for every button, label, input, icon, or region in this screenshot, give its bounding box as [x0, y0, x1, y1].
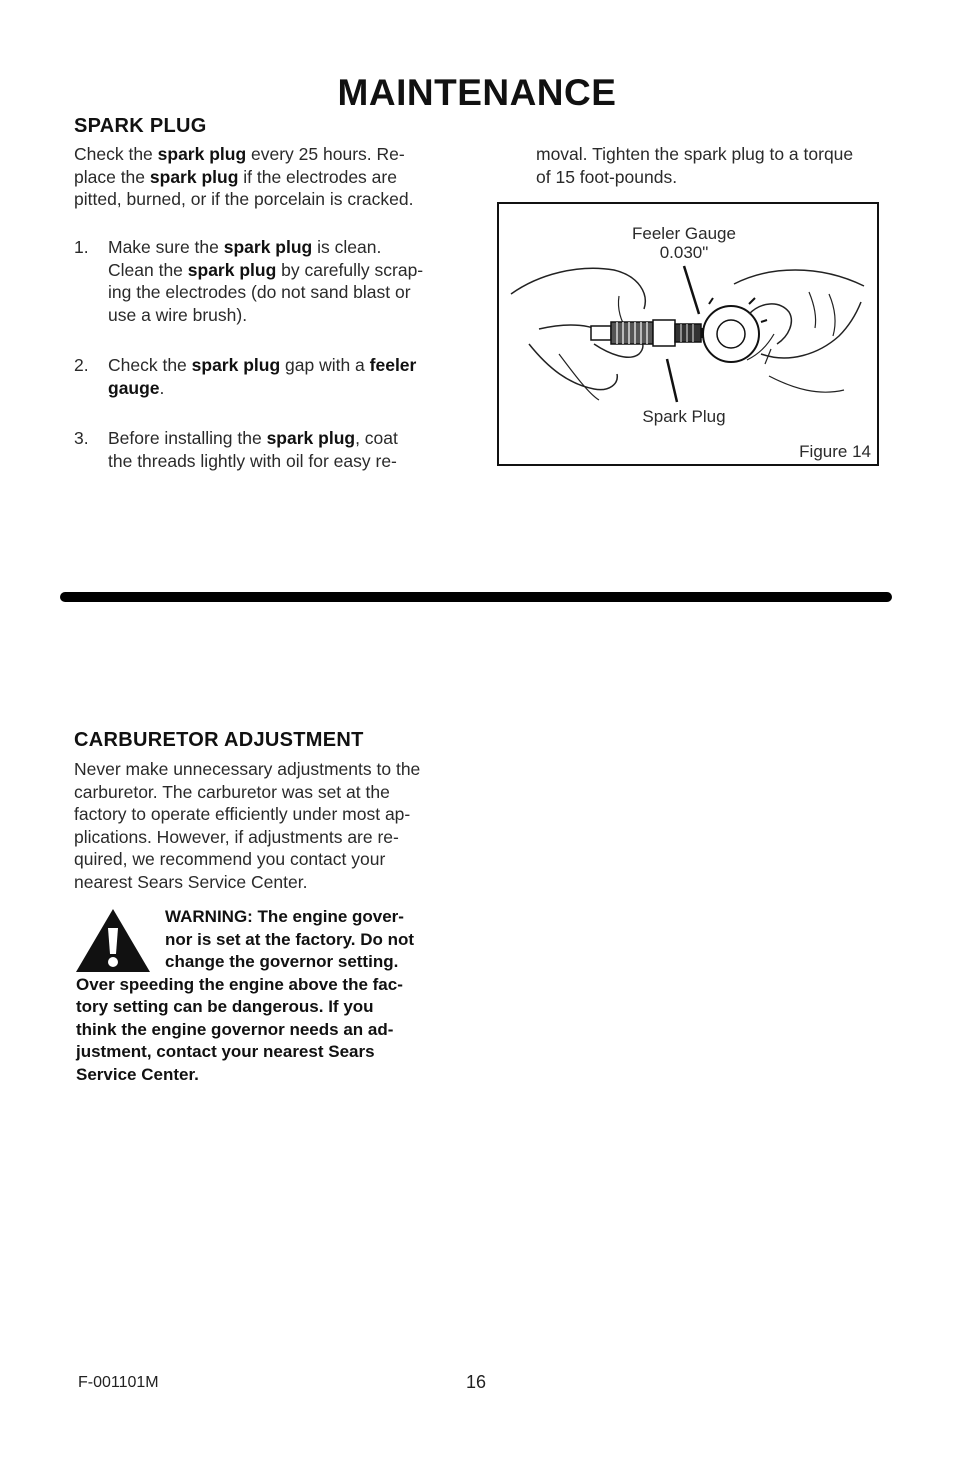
warning-text: WARNING: The engine gover- nor is set at the factory. Do not change the governor setting. Over speeding the engine above the fac- tory setting can be dangerous. If you think the engine governor needs an ad- justment, contact your nearest Sears Service Center.	[76, 906, 466, 1086]
carburetor-paragraph: Never make unnecessary adjustments to the carburetor. The carburetor was set at the factory to operate efficiently under most ap- plications. However, if adjustments are re- quired, we recommend you contact your nearest Sears Service Center.	[74, 759, 421, 892]
intro-line-2: place the spark plug if the electrodes are	[74, 166, 397, 187]
step-1	[74, 236, 474, 326]
step-text: Before installing the spark plug, coat the threads lightly with oil for easy re-	[108, 428, 398, 471]
spark-plug-continuation: moval. Tighten the spark plug to a torque of 15 foot-pounds.	[536, 144, 854, 187]
warning-indented: WARNING: The engine gover- nor is set at the factory. Do not change the governor setting.	[165, 907, 415, 971]
step-number: 3.	[74, 428, 89, 448]
step-text: Make sure the spark plug is clean. Clean the spark plug by carefully scrap- ing the electrodes (do not sand blast or use a wire brush).	[108, 237, 424, 325]
footer-code: F-001101M	[78, 1374, 159, 1391]
page-title: MAINTENANCE	[337, 72, 617, 113]
figure-14-box	[497, 202, 879, 466]
step-text: Check the spark plug gap with a feeler gauge.	[108, 355, 417, 398]
spark-plug-heading: SPARK PLUG	[74, 115, 207, 137]
figure-caption: Figure 14	[799, 442, 871, 461]
step-3	[74, 427, 474, 472]
intro-line-3: pitted, burned, or if the porcelain is cracked.	[74, 189, 414, 209]
plug-pointer	[667, 359, 677, 402]
carburetor-heading: CARBURETOR ADJUSTMENT	[74, 729, 364, 751]
page-number: 16	[466, 1372, 487, 1392]
step-number: 1.	[74, 237, 89, 257]
feeler-gauge-label: Feeler Gauge 0.030"	[632, 224, 736, 262]
step-number: 2.	[74, 355, 89, 375]
step-2	[74, 354, 474, 399]
spark-plug-intro	[74, 143, 414, 211]
spark-plug-label: Spark Plug	[642, 407, 726, 426]
section-divider	[60, 592, 892, 602]
intro-line-1: Check the spark plug every 25 hours. Re-	[74, 144, 405, 164]
gauge-pointer	[684, 266, 699, 314]
